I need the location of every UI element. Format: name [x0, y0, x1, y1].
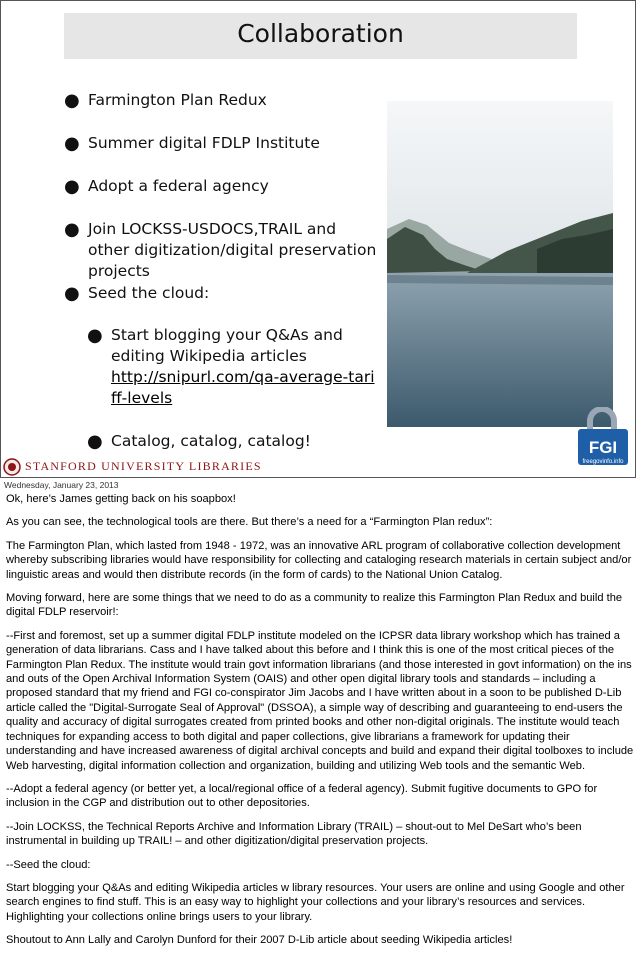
bullet-text: Farmington Plan Redux	[88, 91, 267, 109]
sub-bullet-item	[87, 431, 376, 452]
bullet-icon: ●	[64, 133, 80, 154]
fgi-label: FGI	[588, 438, 618, 457]
notes-paragraph: As you can see, the technological tools are there. But there’s a need for a “Farmington Plan redux”:	[6, 516, 493, 529]
fgi-logo	[572, 407, 632, 467]
stanford-wordmark: STANFORD UNIVERSITY LIBRARIES	[25, 459, 262, 473]
stanford-seal-icon	[3, 458, 21, 476]
notes-paragraph: Shoutout to Ann Lally and Carolyn Dunford for their 2007 D-Lib article about seeding Wikipedia articles!	[6, 934, 513, 947]
bullet-text: Adopt a federal agency	[88, 177, 269, 195]
notes-paragraph: Ok, here’s James getting back on his soapbox!	[6, 493, 236, 505]
bullet-text: Join LOCKSS-USDOCS,TRAIL and other digitization/digital preservation projects	[88, 220, 377, 280]
slide	[0, 0, 636, 478]
bullet-item	[64, 133, 378, 154]
sub-bullet-text: Catalog, catalog, catalog!	[111, 432, 311, 450]
bullet-item	[64, 283, 378, 304]
bullet-item	[64, 176, 378, 197]
bullet-item	[64, 90, 378, 111]
stanford-logo	[2, 455, 262, 478]
bullet-icon: ●	[64, 176, 80, 197]
fgi-url: freegovinfo.info	[582, 459, 624, 465]
bullet-item	[64, 219, 378, 282]
slide-title: Collaboration	[237, 19, 404, 48]
notes-date: Wednesday, January 23, 2013	[4, 480, 119, 490]
sub-bullet-text: Start blogging your Q&As and editing Wikipedia articles	[111, 326, 343, 365]
speaker-notes	[6, 492, 634, 957]
notes-paragraph: Moving forward, here are some things that we need to do as a community to realize this Farmington Plan Redux and build the digital FDLP reservoir!:	[6, 592, 623, 619]
bullet-icon: ●	[87, 431, 103, 452]
notes-paragraph: The Farmington Plan, which lasted from 1948 - 1972, was an innovative ARL program of collaborative collection development whereby subscribing libraries would have responsibility for collecting and cataloging research materials in certain subject and/or linguistic areas and would then distribute records (in the form of cards) to the National Union Catalog.	[6, 539, 632, 581]
bullet-text: Seed the cloud:	[88, 284, 210, 302]
fjord-photo	[387, 101, 613, 427]
notes-paragraph: --Join LOCKSS, the Technical Reports Archive and Information Library (TRAIL) – shout-out to Mel DeSart who’s been instrumental in building up TRAIL! – and other digitization/digital preservation projects.	[6, 820, 582, 848]
bullet-icon: ●	[64, 90, 80, 111]
notes-paragraph: Start blogging your Q&As and editing Wikipedia articles w library resources. Your users are online and using Google and other search engines to find stuff. This is an easy way to highlight your collections and your library’s resources and services. Highlighting your collections online brings users to your library.	[6, 881, 625, 923]
sub-bullet-link[interactable]: http://snipurl.com/qa-average-tariff-levels	[111, 368, 375, 407]
bullet-text: Summer digital FDLP Institute	[88, 134, 320, 152]
notes-paragraph: --First and foremost, set up a summer digital FDLP institute modeled on the ICPSR data library workshop which has trained a generation of data librarians. Cass and I have talked about this before and I think this is one of the most critical pieces of the Farmington Plan Redux. The institute would train govt information librarians (and those interested in govt information) on the ins and outs of the Open Archival Information System (OAIS) and other open digital library tools and standards – including a proposed standard that my friend and FGI co-conspirator Jim Jacobs and I have written about in a soon to be published D-Lib article called the "Digital-Surrogate Seal of Approval" (DSSOA), a simple way of describing and guaranteeing to end-users the quality and accuracy of digital surrogates created from printed books and other non-digital originals. The institute would teach techniques for expanding access to both digital and paper collections, give librarians a framework for updating their understanding and have increased awareness of digital archival concepts and build and expand their digital toolboxes to include Web harvesting, digital information collection and organization, building and utilizing Web tools and the semantic Web.	[6, 629, 634, 772]
bullet-icon: ●	[64, 283, 80, 304]
notes-paragraph: --Adopt a federal agency (or better yet, a local/regional office of a federal agency). Submit fugitive documents to GPO for inclusion in the CGP and distribution out to other depositories.	[6, 782, 598, 810]
notes-paragraph: --Seed the cloud:	[6, 858, 91, 871]
sub-bullet-item	[87, 325, 376, 409]
bullet-icon: ●	[87, 325, 103, 346]
bullet-icon: ●	[64, 219, 80, 240]
title-bar	[64, 13, 577, 59]
